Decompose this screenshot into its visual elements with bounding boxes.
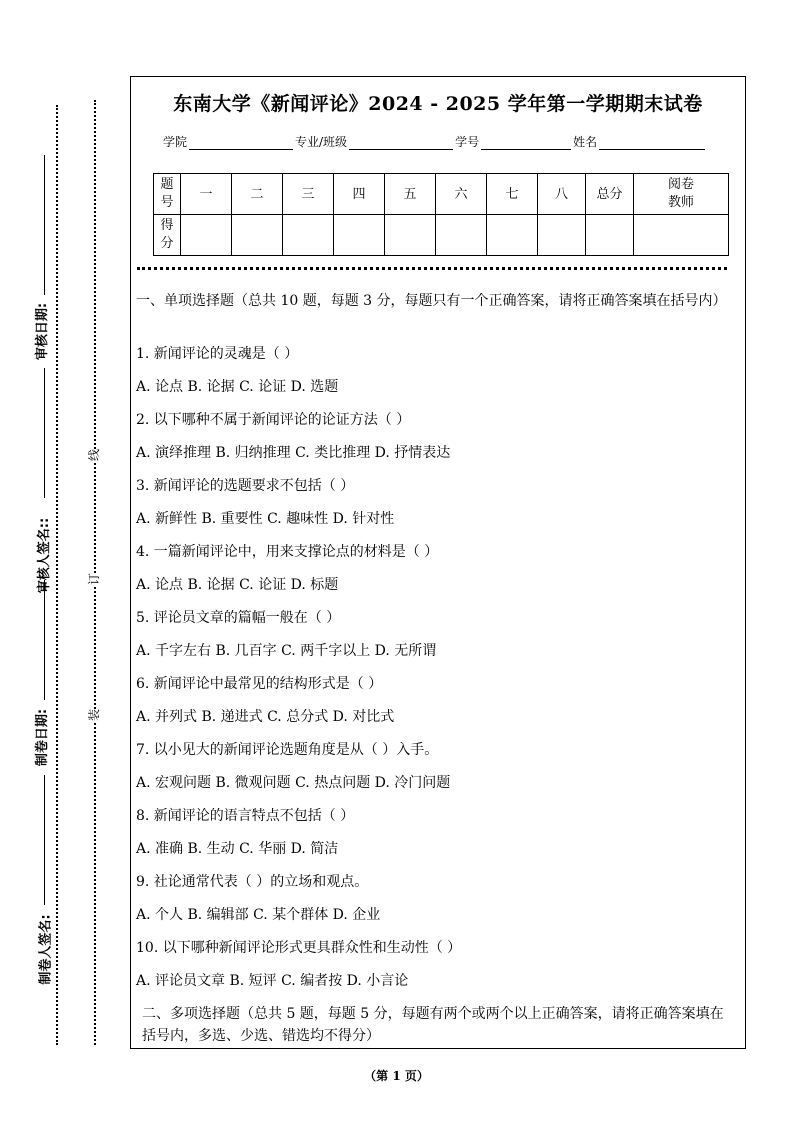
score-input-cell[interactable] [586, 215, 634, 256]
exam-content [136, 290, 736, 1047]
dotted-separator [137, 267, 727, 270]
score-cell: 题号 [154, 174, 181, 215]
signature-line [44, 368, 45, 498]
name-label: 姓名 [573, 135, 598, 149]
score-input-cell[interactable] [232, 215, 283, 256]
section-2-title: 二、多项选择题（总共 5 题，每题 5 分，每题有两个或两个以上正确答案，请将正确答案填在括号内，多选、少选、错选均不得分） [142, 1006, 724, 1044]
question-7: 7. 以小见大的新闻评论选题角度是从（ ）入手。 [136, 742, 439, 758]
reviewer-signature-label: 审核人签名:: [37, 517, 53, 594]
score-cell: 阅卷教师 [634, 174, 729, 215]
review-date-label: 审核日期: [35, 302, 51, 361]
signature-line [44, 155, 45, 295]
question-8-options: A. 准确 B. 生动 C. 华丽 D. 简洁 [136, 841, 339, 857]
question-4: 4. 一篇新闻评论中，用来支撑论点的材料是（ ） [136, 544, 439, 560]
question-6: 6. 新闻评论中最常见的结构形式是（ ） [136, 676, 383, 692]
score-table-score-row [154, 215, 729, 256]
binding-mark-bind: 装 [87, 708, 102, 722]
question-4-options: A. 论点 B. 论据 C. 论证 D. 标题 [136, 577, 339, 593]
score-cell: 一 [181, 174, 232, 215]
score-input-cell[interactable] [538, 215, 586, 256]
score-input-cell[interactable] [487, 215, 538, 256]
dotted-line [56, 105, 58, 1045]
major-field[interactable] [349, 135, 453, 150]
score-input-cell[interactable] [634, 215, 729, 256]
score-cell: 七 [487, 174, 538, 215]
score-input-cell[interactable] [334, 215, 385, 256]
question-9: 9. 社论通常代表（ ）的立场和观点。 [136, 874, 369, 890]
page-number: （第 1 页） [364, 1069, 429, 1083]
student-info-row [163, 133, 705, 150]
score-cell: 四 [334, 174, 385, 215]
exam-title: 东南大学《新闻评论》2024 - 2025 学年第一学期期末试卷 [173, 93, 703, 115]
question-8: 8. 新闻评论的语言特点不包括（ ） [136, 808, 355, 824]
student-id-field[interactable] [481, 135, 571, 150]
student-id-label: 学号 [455, 135, 480, 149]
question-3-options: A. 新鲜性 B. 重要性 C. 趣味性 D. 针对性 [136, 511, 395, 527]
question-3: 3. 新闻评论的选题要求不包括（ ） [136, 478, 355, 494]
score-cell: 二 [232, 174, 283, 215]
question-1-options: A. 论点 B. 论据 C. 论证 D. 选题 [136, 379, 339, 395]
score-table-header-row [154, 174, 729, 215]
major-label: 专业/班级 [295, 135, 348, 149]
question-10: 10. 以下哪种新闻评论形式更具群众性和生动性（ ） [136, 940, 462, 956]
score-cell: 三 [283, 174, 334, 215]
signature-line [44, 775, 45, 905]
exam-made-date-label: 制卷日期: [35, 708, 51, 767]
college-label: 学院 [163, 135, 188, 149]
section-1-title: 一、单项选择题（总共 10 题，每题 3 分，每题只有一个正确答案，请将正确答案填在括号内） [136, 293, 727, 309]
score-input-cell[interactable] [181, 215, 232, 256]
score-input-cell[interactable] [385, 215, 436, 256]
exam-paper [130, 76, 746, 1049]
score-table [153, 173, 729, 256]
score-input-cell[interactable] [283, 215, 334, 256]
binding-mark-line: 线 [87, 448, 102, 462]
question-9-options: A. 个人 B. 编辑部 C. 某个群体 D. 企业 [136, 907, 381, 923]
question-5: 5. 评论员文章的篇幅一般在（ ） [136, 610, 341, 626]
score-input-cell[interactable] [436, 215, 487, 256]
score-cell: 总分 [586, 174, 634, 215]
score-cell: 得分 [154, 215, 181, 256]
question-2: 2. 以下哪种不属于新闻评论的论证方法（ ） [136, 412, 411, 428]
name-field[interactable] [599, 135, 705, 150]
question-10-options: A. 评论员文章 B. 短评 C. 编者按 D. 小言论 [136, 973, 409, 989]
question-7-options: A. 宏观问题 B. 微观问题 C. 热点问题 D. 冷门问题 [136, 775, 451, 791]
question-6-options: A. 并列式 B. 递进式 C. 总分式 D. 对比式 [136, 709, 395, 725]
exam-maker-signature-label: 制卷人签名: [38, 914, 54, 985]
signature-line [44, 580, 45, 700]
college-field[interactable] [189, 135, 293, 150]
question-1: 1. 新闻评论的灵魂是（ ） [136, 346, 299, 362]
score-cell: 八 [538, 174, 586, 215]
question-2-options: A. 演绎推理 B. 归纳推理 C. 类比推理 D. 抒情表达 [136, 445, 451, 461]
score-cell: 五 [385, 174, 436, 215]
binding-mark-staple: 订 [87, 572, 102, 586]
question-5-options: A. 千字左右 B. 几百字 C. 两千字以上 D. 无所谓 [136, 643, 437, 659]
score-cell: 六 [436, 174, 487, 215]
